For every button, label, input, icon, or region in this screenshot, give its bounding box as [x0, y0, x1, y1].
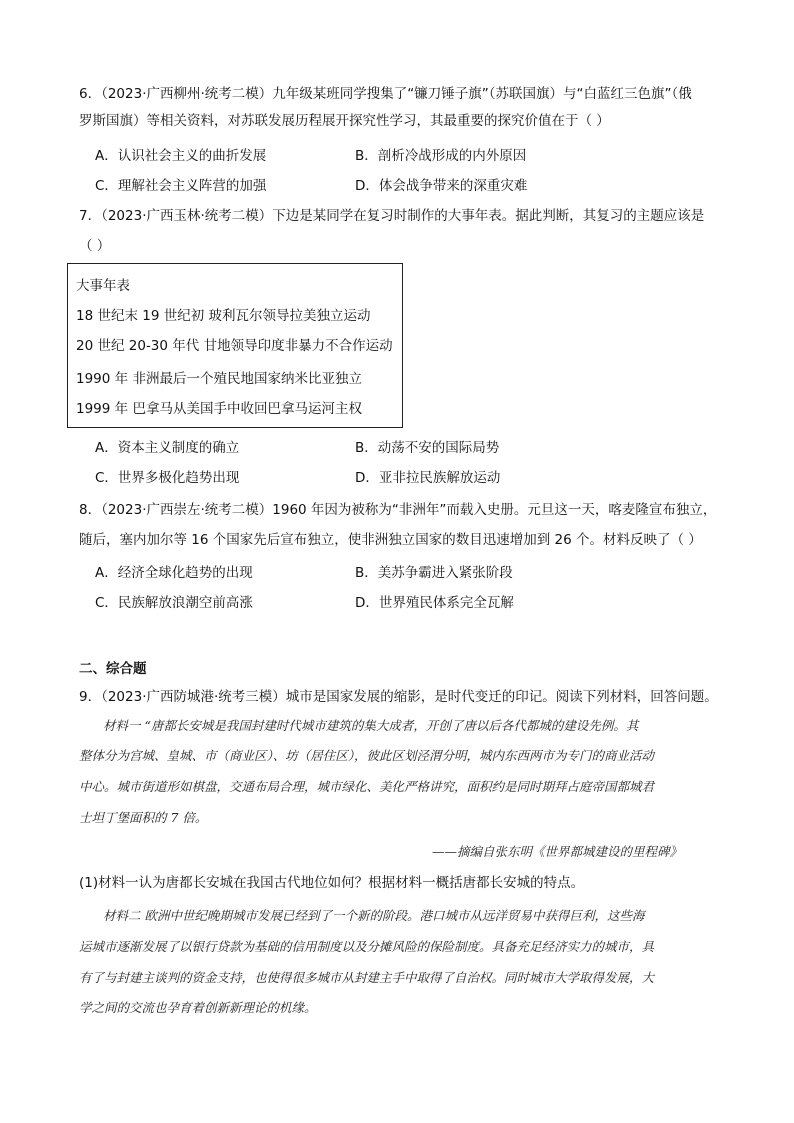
material-two-line2: 运城市逐渐发展了以银行贷款为基础的信用制度以及分摊风险的保险制度。具备充足经济实力的城市，具 [79, 939, 655, 954]
q6-option-d: D．体会战争带来的深重灾难 [355, 178, 528, 194]
material-two-line3: 有了与封建主谈判的资金支持，也使得很多城市从封建主手中取得了自治权。同时城市大学取得发展，大 [79, 970, 655, 985]
sub-question-1: (1)材料一认为唐都长安城在我国古代地位如何？根据材料一概括唐都长安城的特点。 [79, 875, 585, 891]
q6-stem-line1: 6．（2023·广西柳州·统考二模）九年级某班同学搜集了“镰刀锤子旗”（苏联国旗）与“白蓝红三色旗”（俄 [79, 86, 692, 102]
q9-stem: 9．（2023·广西防城港·统考三模）城市是国家发展的缩影，是时代变迁的印记。阅读下列材料，回答问题。 [79, 689, 718, 705]
q8-option-a: A．经济全球化趋势的出现 [95, 565, 253, 581]
chronology-row: 20 世纪 20-30 年代 甘地领导印度非暴力不合作运动 [76, 338, 393, 354]
chronology-row: 1990 年 非洲最后一个殖民地国家纳米比亚独立 [76, 371, 362, 387]
q8-stem-line1: 8．（2023·广西崇左·统考二模）1960 年因为被称为“非洲年”而载入史册。元旦这一天，喀麦隆宣布独立， [79, 502, 717, 518]
chronology-row: 1999 年 巴拿马从美国手中收回巴拿马运河主权 [76, 401, 362, 417]
q8-option-d: D．世界殖民体系完全瓦解 [355, 595, 514, 611]
q7-option-c: C．世界多极化趋势出现 [95, 470, 240, 486]
material-two-line4: 学之间的交流也孕育着创新新理论的机缘。 [79, 1000, 317, 1015]
q7-stem-line2: （ ） [79, 238, 111, 254]
chronology-title: 大事年表 [76, 278, 130, 294]
section-heading: 二、综合题 [79, 661, 147, 677]
q6-stem-line2: 罗斯国旗）等相关资料，对苏联发展历程展开探究性学习，其最重要的探究价值在于（ ） [79, 113, 610, 129]
q8-option-b: B．美苏争霸进入紧张阶段 [355, 565, 513, 581]
material-one-line3: 中心。城市街道形如棋盘，交通布局合理，城市绿化、美化严格讲究，面积约是同时期拜占庭帝国都城君 [79, 779, 655, 794]
q6-option-a: A．认识社会主义的曲折发展 [95, 148, 267, 164]
q6-option-c: C．理解社会主义阵营的加强 [95, 178, 267, 194]
q7-option-d: D．亚非拉民族解放运动 [355, 470, 501, 486]
material-two-line1: 材料二 欧洲中世纪晚期城市发展已经到了一个新的阶段。港口城市从远洋贸易中获得巨利，这些海 [103, 908, 645, 923]
chronology-row: 18 世纪末 19 世纪初 玻利瓦尔领导拉美独立运动 [76, 308, 371, 324]
q8-stem-line2: 随后，塞内加尔等 16 个国家先后宣布独立，使非洲独立国家的数目迅速增加到 26 个。材料反映了（ ） [79, 532, 702, 548]
material-one-line4: 士坦丁堡面积的 7 倍。 [79, 810, 208, 825]
material-one-source: ——摘编自张东明《世界都城建设的里程碑》 [432, 844, 683, 859]
q7-stem-line1: 7．（2023·广西玉林·统考二模）下边是某同学在复习时制作的大事年表。据此判断，其复习的主题应该是 [79, 208, 705, 224]
material-one-line2: 整体分为宫城、皇城、市（商业区）、坊（居住区），彼此区划泾渭分明，城内东西两市为专门的商业活动 [79, 748, 655, 763]
q7-option-a: A．资本主义制度的确立 [95, 440, 240, 456]
q6-option-b: B．剖析冷战形成的内外原因 [355, 148, 527, 164]
material-one-line1: 材料一 “唐都长安城是我国封建时代城市建筑的集大成者，开创了唐以后各代都城的建设先例。其 [103, 718, 639, 733]
q8-option-c: C．民族解放浪潮空前高涨 [95, 595, 253, 611]
chronology-table [67, 263, 403, 428]
q7-option-b: B．动荡不安的国际局势 [355, 440, 500, 456]
